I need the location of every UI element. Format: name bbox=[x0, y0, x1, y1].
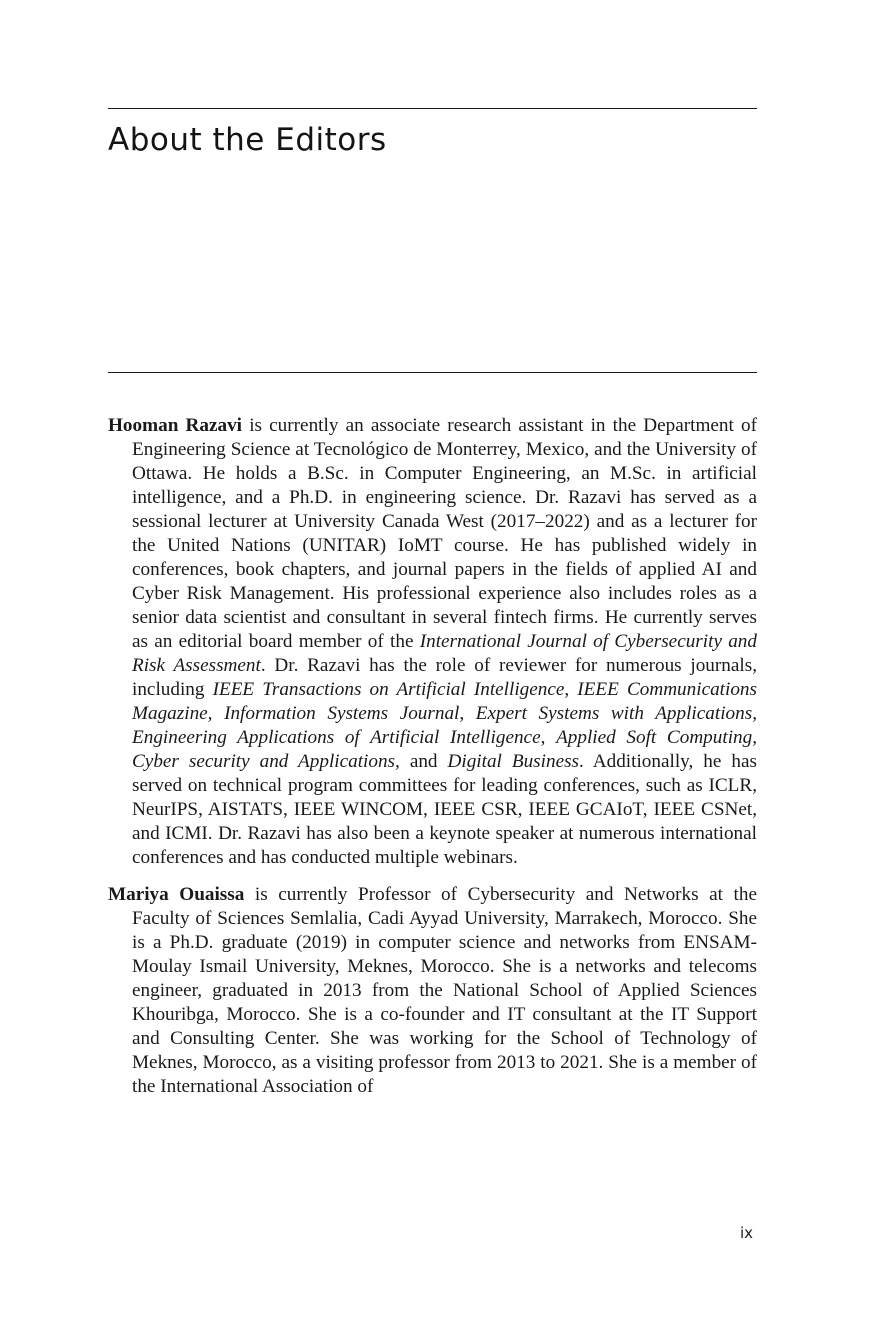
body-text: , bbox=[564, 679, 578, 700]
page-number: ix bbox=[740, 1224, 754, 1242]
bio-entry bbox=[108, 414, 757, 870]
top-rule bbox=[108, 108, 757, 109]
bio-entry bbox=[108, 883, 757, 1099]
italic-title-text: International Journal of Cybersecurity and Risk Assessment bbox=[132, 631, 757, 676]
body-text: and bbox=[399, 751, 448, 772]
bio-text bbox=[132, 415, 757, 868]
body-text: . Dr. Razavi has the role of reviewer for numerous journals, including bbox=[132, 655, 757, 700]
italic-title-text: IEEE Communications Magazine, Information Systems Journal, Expert Systems with Applications, Engineering Applications of Artificial Intelligence bbox=[132, 679, 757, 748]
body-text: , bbox=[540, 727, 557, 748]
body-text: is currently Professor of Cybersecurity and Networks at the Faculty of Sciences Semlalia, Cadi Ayyad University, Marrakech, Morocco. She is a Ph.D. graduate (2019) in computer science and networks from ENSAM-Moulay Ismail University, Meknes, Morocco. She is a networks and telecoms engineer, graduated in 2013 from the National School of Applied Sciences Khouribga, Morocco. She is a co-founder and IT consultant at the IT Support and Consulting Center. She was working for the School of Technology of Meknes, Morocco, as a visiting professor from 2013 to 2021. She is a member of the International Association of bbox=[132, 884, 757, 1097]
italic-title-text: IEEE Transactions on Artificial Intelligence bbox=[212, 679, 565, 700]
page-title: About the Editors bbox=[108, 122, 387, 158]
italic-title-text: Applied Soft Computing, Cyber security and Applications, bbox=[132, 727, 758, 772]
editor-bios bbox=[108, 414, 757, 1112]
bio-text bbox=[132, 884, 757, 1097]
editor-name: Hooman Razavi bbox=[108, 415, 243, 436]
editor-name: Mariya Ouaissa bbox=[108, 884, 245, 905]
body-text: is currently an associate research assistant in the Department of Engineering Science at Tecnológico de Monterrey, Mexico, and the University of Ottawa. He holds a B.Sc. in Computer Engineering, an M.Sc. in artificial intelligence, and a Ph.D. in engineering science. Dr. Razavi has served as a sessional lecturer at University Canada West (2017–2022) and as a lecturer for the United Nations (UNITAR) IoMT course. He has published widely in conferences, book chapters, and journal papers in the fields of applied AI and Cyber Risk Management. His professional experience also includes roles as a senior data scientist and consultant in several fintech firms. He currently serves as an editorial board member of the bbox=[132, 415, 757, 652]
italic-title-text: Digital Business bbox=[447, 751, 580, 772]
section-rule bbox=[108, 372, 757, 373]
body-text: . Additionally, he has served on technical program committees for leading conferences, such as ICLR, NeurIPS, AISTATS, IEEE WINCOM, IEEE CSR, IEEE GCAIoT, IEEE CSNet, and ICMI. Dr. Razavi has also been a keynote speaker at numerous international conferences and has conducted multiple webinars. bbox=[132, 751, 757, 868]
